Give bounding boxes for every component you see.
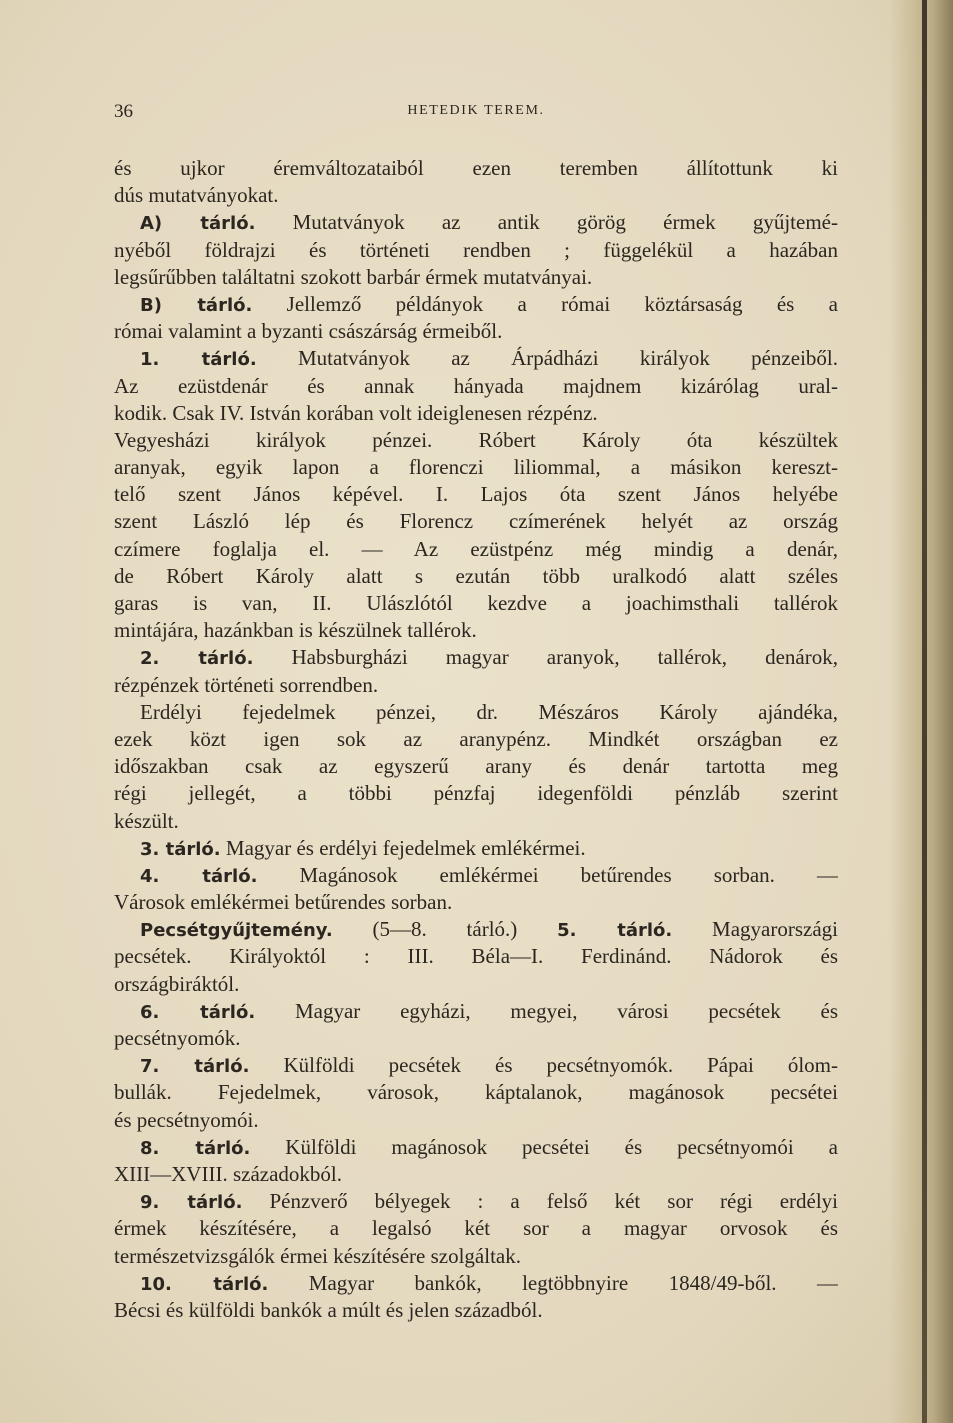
text-segment: és ujkor éremváltozataiból ezen teremben állítottunk ki [114,156,838,180]
text-line [114,318,838,345]
text-segment: dús mutatványokat. [114,183,279,208]
text-segment: rézpénzek történeti sorrendben. [114,672,379,697]
text-segment: Magánosok emlékérmei betűrendes sorban. — [257,862,838,887]
book-binding-edge [922,0,927,1423]
case-label: 5. tárló. [557,920,673,942]
text-line [114,536,838,563]
text-line [114,1270,838,1297]
case-label: 4. tárló. [140,865,258,887]
text-line [114,617,838,644]
text-line [114,481,838,508]
case-label: Pecsétgyűjtemény. [140,920,333,942]
case-label: 2. tárló. [140,648,254,670]
running-head: HETEDIK TEREM. [407,103,545,118]
text-segment: készült. [114,808,179,833]
text-segment: legsűrűbben találtatni szokott barbár érmek mutatványai. [114,264,593,289]
text-line [114,563,838,590]
text-line [114,889,838,916]
case-label: 1. tárló. [140,349,257,371]
text-segment: ezek közt igen sok az aranypénz. Mindkét országban ez [114,726,838,751]
case-label: 8. tárló. [140,1137,251,1159]
text-line [114,780,838,807]
text-segment: aranyak, egyik lapon a florenczi liliommal, a másikon kereszt- [114,455,838,480]
text-line [114,1161,838,1188]
text-line [114,427,838,454]
text-segment: czímere foglalja el. — Az ezüstpénz még mindig a denár, [114,536,838,561]
text-segment: XIII—XVIII. századokból. [114,1161,342,1186]
text-segment: Külföldi pecsétek és pecsétnyomók. Pápai ólom- [249,1053,838,1078]
case-label: B) tárló. [140,294,253,316]
text-segment: garas is van, II. Ulászlótól kezdve a joachimsthali tallérok [114,591,838,615]
text-segment: de Róbert Károly alatt s ezután több uralkodó alatt széles [114,563,838,588]
text-segment: Külföldi magánosok pecsétei és pecsétnyomói a [250,1134,838,1159]
text-line [114,373,838,400]
text-line [114,1134,838,1161]
text-segment: pecsétnyomók. [114,1026,241,1050]
text-line [114,182,838,209]
text-line [114,726,838,753]
text-segment: római valamint a byzanti császárság érmeiből. [114,319,503,344]
book-spine-shadow [889,0,953,1423]
text-segment: Magyarországi [672,917,838,942]
text-line [114,1052,838,1079]
text-segment: Erdélyi fejedelmek pénzei, dr. Mészáros Károly ajándéka, [140,699,838,724]
text-segment: Vegyesházi királyok pénzei. Róbert Károly óta készültek [114,427,838,452]
text-line [114,400,838,427]
text-segment: érmek készítésére, a legalsó két sor a magyar orvosok és [114,1216,838,1241]
case-label: A) tárló. [140,213,256,235]
text-line [114,1243,838,1270]
text-segment: természetvizsgálók érmei készítésére szolgáltak. [114,1243,521,1268]
text-line [114,291,838,318]
text-line [114,155,838,182]
text-line [114,237,838,264]
text-line [114,1079,838,1106]
case-label: 10. tárló. [140,1273,269,1295]
text-line [114,943,838,970]
text-segment: bullák. Fejedelmek, városok, káptalanok, magánosok pecsétei [114,1080,838,1105]
text-segment: szent László lép és Florencz czímerének helyét az ország [114,509,838,534]
case-label: 7. tárló. [140,1056,250,1078]
text-line [114,264,838,291]
text-segment: Bécsi és külföldi bankók a múlt és jelen századból. [114,1297,543,1322]
text-segment: Habsburgházi magyar aranyok, tallérok, denárok, [253,645,838,670]
text-segment: Magyar és erdélyi fejedelmek emlékérmei. [220,835,586,860]
text-line [114,808,838,835]
text-line [114,1297,838,1324]
text-segment: és pecsétnyomói. [114,1107,259,1132]
text-segment: nyéből földrajzi és történeti rendben ; függelékül a hazában [114,237,838,262]
text-line [114,753,838,780]
text-line [114,672,838,699]
text-segment: Az ezüstdenár és annak hányada majdnem kizárólag ural- [114,373,838,398]
text-segment: Mutatványok az antik görög érmek gyűjtemé- [255,210,838,235]
text-line [114,644,838,671]
text-line [114,454,838,481]
page-header [114,101,838,125]
text-segment: Városok emlékérmei betűrendes sorban. [114,890,453,915]
text-line [114,862,838,889]
text-line [114,345,838,372]
text-segment: országbiráktól. [114,971,240,996]
page-number: 36 [114,101,133,122]
text-segment: Magyar bankók, legtöbbnyire 1848/49-ből. — [268,1270,838,1295]
text-segment: Magyar egyházi, megyei, városi pecsétek és [255,998,838,1023]
text-line [114,998,838,1025]
text-line [114,209,838,236]
text-line [114,835,838,862]
text-segment: időszakban csak az egyszerű arany és denár tartotta meg [114,754,838,779]
text-segment: kodik. Csak IV. István korában volt ideiglenesen rézpénz. [114,400,598,425]
text-line [114,971,838,998]
text-line [114,590,838,617]
text-line [114,699,838,726]
text-line [114,1107,838,1134]
text-line [114,1215,838,1242]
case-label: 3. tárló. [140,838,221,860]
text-segment: telő szent János képével. I. Lajos óta szent János helyébe [114,482,838,507]
text-line [114,508,838,535]
case-label: 9. tárló. [140,1192,243,1214]
text-segment: pecsétek. Királyoktól : III. Béla—I. Ferdinánd. Nádorok és [114,944,838,969]
text-line [114,1025,838,1052]
text-segment: Jellemző példányok a római köztársaság és a [252,291,838,316]
text-line [114,916,838,943]
text-segment: Pénzverő bélyegek : a felső két sor régi erdélyi [242,1189,838,1214]
text-line [114,1188,838,1215]
text-segment: (5—8. tárló.) [332,917,558,942]
text-segment: Mutatványok az Árpádházi királyok pénzeiből. [256,346,838,371]
body-text [114,155,838,1324]
case-label: 6. tárló. [140,1001,256,1023]
text-segment: régi jellegét, a többi pénzfaj idegenföldi pénzláb szerint [114,781,838,806]
text-segment: mintájára, hazánkban is készülnek tallérok. [114,618,477,643]
